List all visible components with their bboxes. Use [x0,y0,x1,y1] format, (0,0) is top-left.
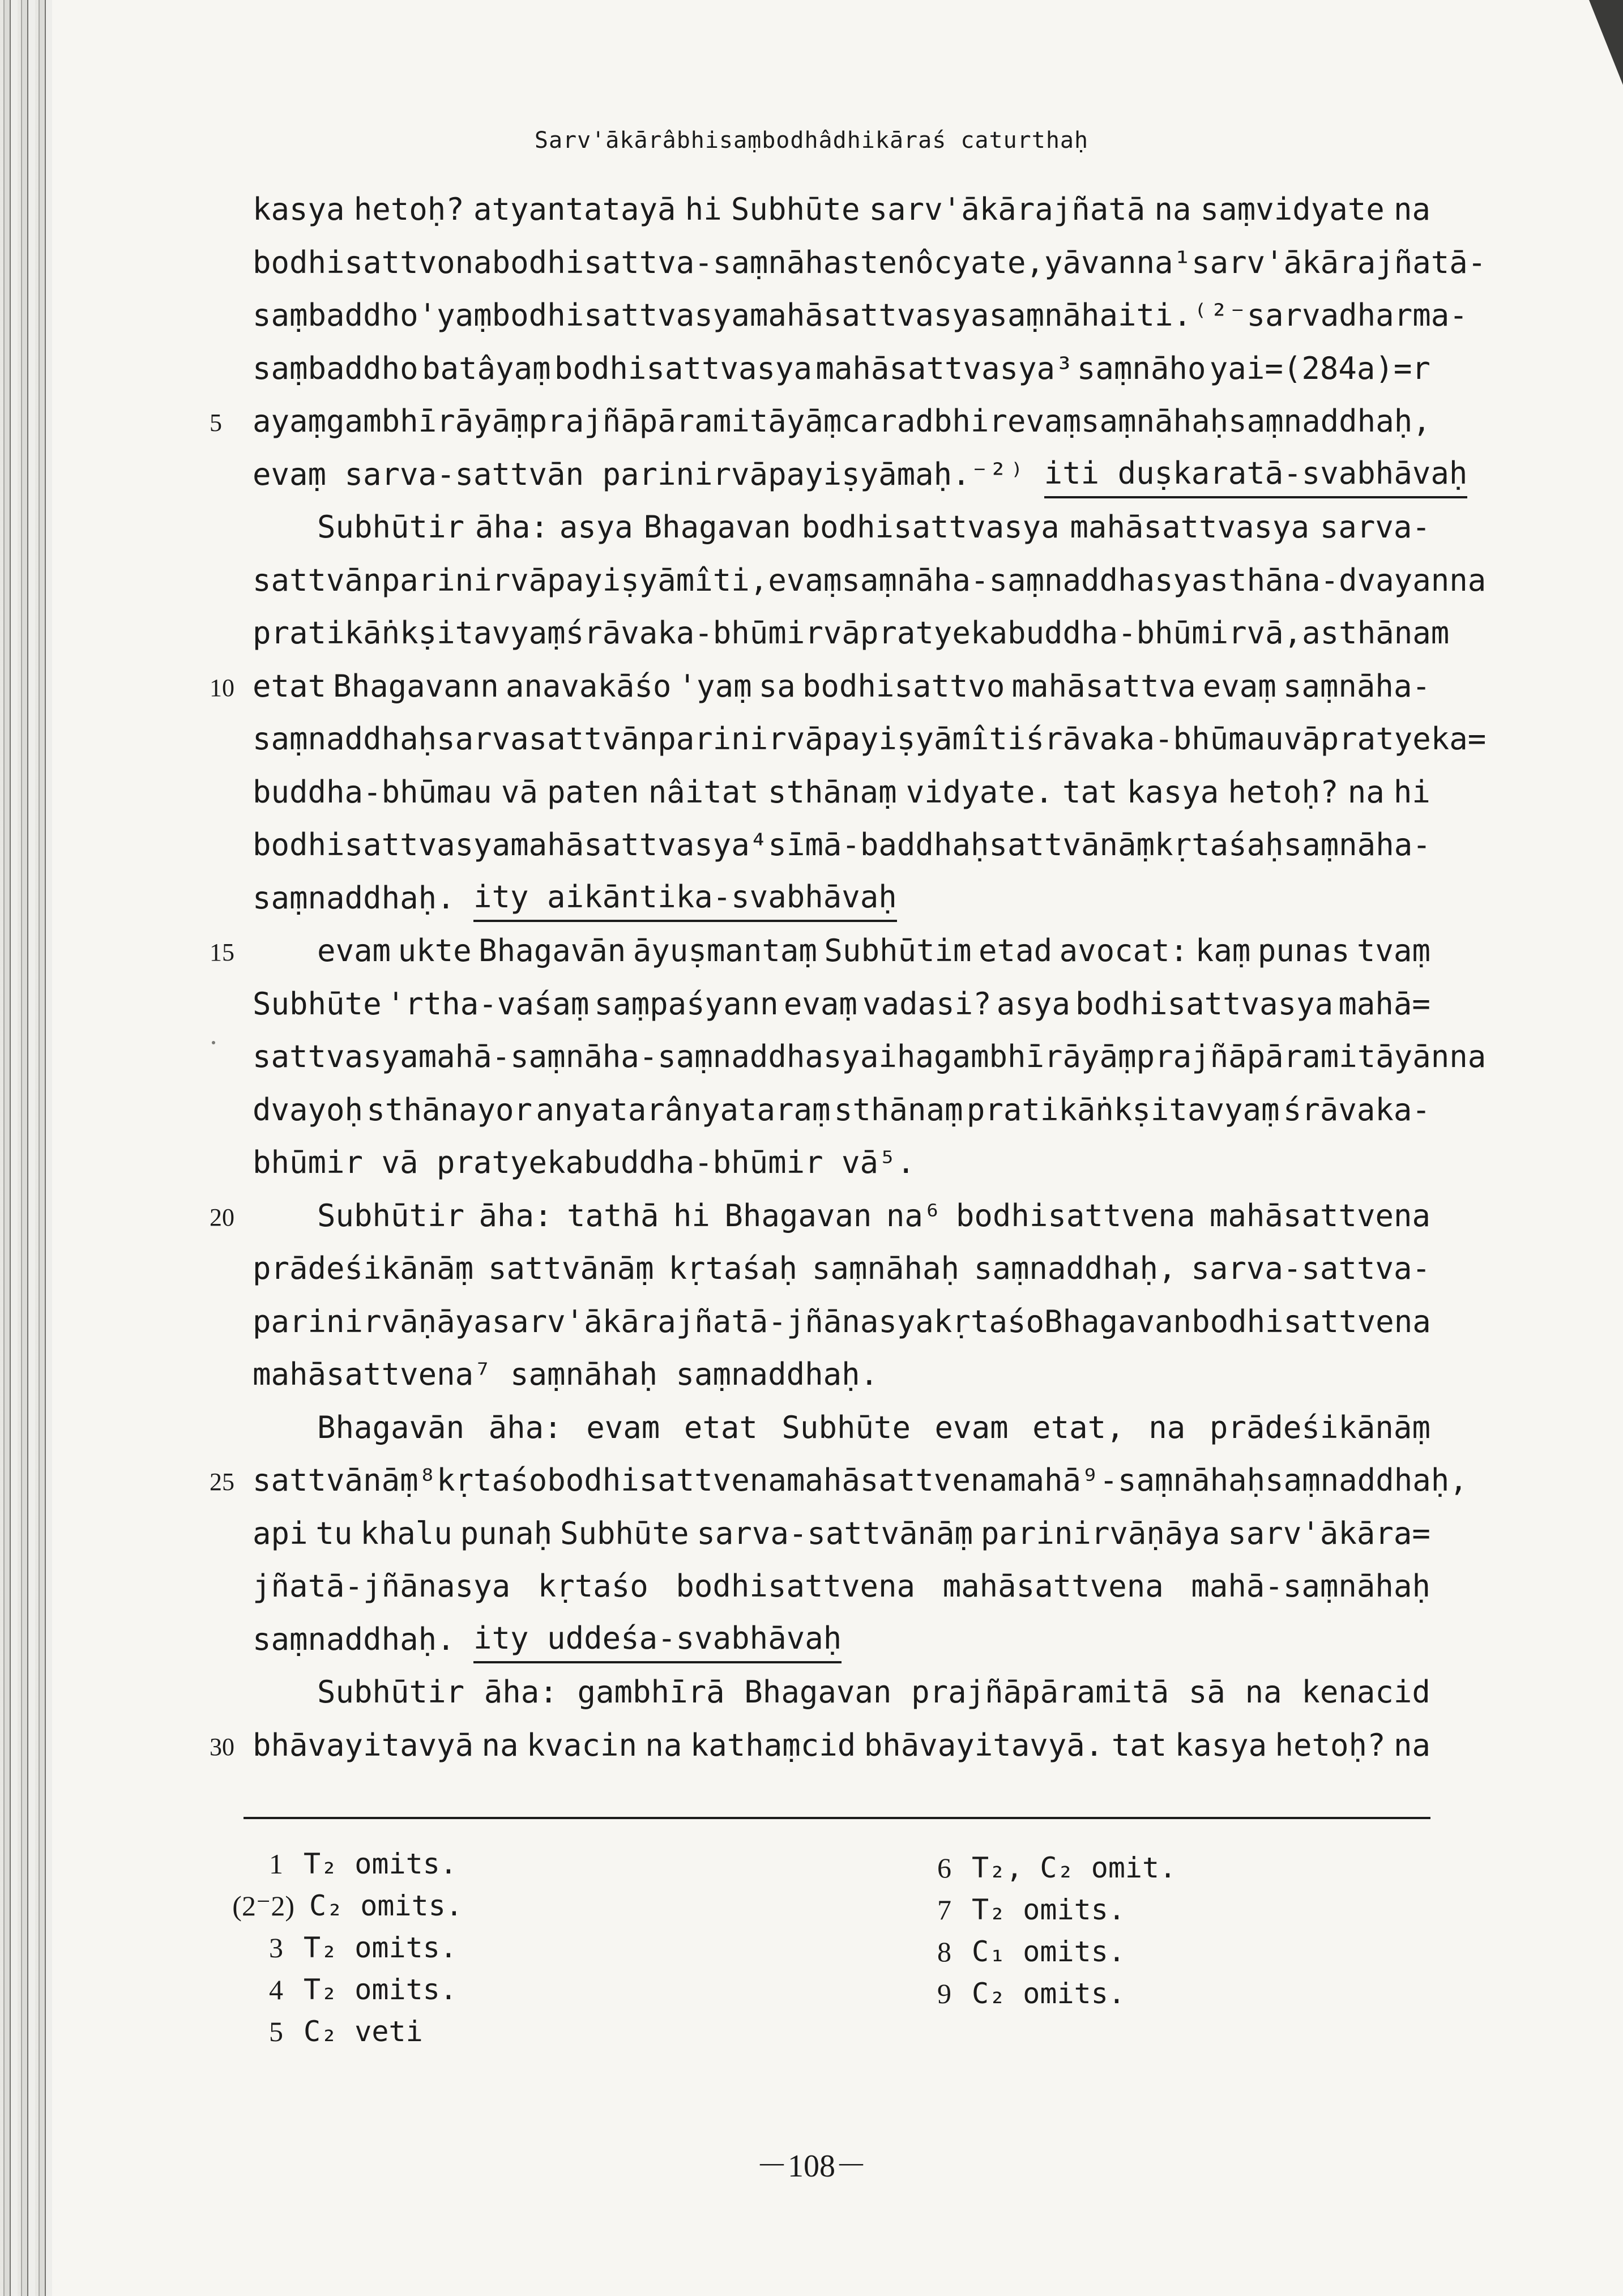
word: tvaṃ [1356,933,1430,968]
word: Subhūte [559,1516,689,1551]
word: mahāsattvasya [1070,509,1310,545]
word: Bhagavan [744,1674,892,1710]
word: saṃbaddho [253,297,418,333]
word: na¹ [1136,245,1192,280]
word: mahāsattvena [1209,1198,1430,1234]
word: hetoḥ? [1275,1727,1386,1763]
word: ukte [398,933,472,968]
word: nâitat [648,774,759,810]
word: kṛtaśo [537,1568,648,1604]
word: Bhagavān [479,933,626,968]
word: Subhūte [731,191,860,227]
word: tathā [566,1198,659,1234]
word: vā [1283,721,1321,757]
word: evam [317,933,391,968]
word: sthānayor [366,1092,533,1128]
word: ⁽²⁻sarvadharma- [1191,297,1468,333]
word: kṛtaśo [437,1462,548,1498]
word: mahā-saṃnāha-saṃnaddhasya [418,1039,879,1074]
footnote-number: 1 [269,1848,283,1880]
word: kasya [1126,774,1219,810]
word: na [1449,562,1487,598]
word: Subhūtim [824,933,972,968]
word: āha: [484,1674,558,1710]
word: sthānaṃ [834,1092,963,1128]
word: Subhūte [253,986,382,1022]
footnote-text: T₂ omits. [972,1893,1125,1926]
word: mahāsattvasya⁴ [510,827,768,863]
footnote [215,1885,463,1927]
word: Bhagavan [643,509,791,545]
word: sa [758,668,796,704]
word: tat [1111,1727,1167,1763]
section-heading: ity uddeśa-svabhāvaḥ [473,1616,842,1663]
word: kasya [253,191,345,227]
footnote-number: 6 [937,1852,951,1884]
word: 'yaṃ [678,668,752,704]
footnote-number: 9 [937,1978,951,2009]
text-line [317,927,1430,975]
word: saṃnaddhaḥ. [253,1621,455,1657]
word: sarv'ākārajñatā [869,191,1146,227]
word: Subhūtir [317,509,465,545]
word: hi [673,1198,710,1234]
word: kṛtaśo [933,1304,1044,1339]
word: sattvānāṃ [989,827,1155,863]
text-line [317,1192,1430,1240]
word: parinirvāṇāya [980,1516,1220,1551]
line-number: 25 [210,1468,234,1496]
footnote [215,2011,423,2052]
footnote [883,1847,1176,1889]
word: saṃnaddhaḥ. [676,1356,879,1392]
word: vā⁵. [842,1145,916,1180]
word: śrāvaka-bhūmau [1026,721,1284,757]
word: vā [501,774,538,810]
text-line [253,874,1430,922]
word: anavakāśo [505,668,672,704]
word: saṃnāha-saṃnaddhasya [842,562,1210,598]
word: na [645,1727,682,1763]
word: pratikāṅkṣitavyaṃ [966,1092,1280,1128]
word: gambhīrā [577,1674,725,1710]
word: tat [1062,774,1118,810]
word: kṛtaśaḥ [1155,827,1284,863]
word: sattvānāṃ [488,1251,654,1286]
line-number: 15 [210,938,234,966]
line-number: 30 [210,1733,234,1761]
footnote-text: T₂ omits. [304,1973,457,2006]
text-line [253,1616,1430,1663]
word: saṃnaddhaḥ [253,721,437,757]
word: āha: [488,1410,562,1445]
word: sīmā-baddhaḥ [768,827,989,863]
text-line [253,292,1468,339]
word: saṃnāhaḥ [812,1251,959,1286]
word: asya [559,509,633,545]
word: bhāvayitavyā. [864,1727,1104,1763]
scan-speck [212,1041,215,1044]
footnote-text: T₂ omits. [304,1847,457,1880]
word: hetoḥ? [1228,774,1339,810]
word: 'yaṃ [418,297,492,333]
word: evaṃ [1007,403,1082,439]
word: mahāsattvasya³ [815,351,1074,386]
word: Subhūtir [317,1198,465,1234]
text-line [253,398,1430,445]
word: bhāvayitavyā [253,1727,474,1763]
text-line [253,345,1430,392]
word: parinirvāpayiṣyāmîti, [381,562,768,598]
scan-corner-mark [1589,0,1623,85]
word: bhūmir [253,1145,364,1180]
footnote-number: 4 [269,1974,283,2005]
word: bodhisattvena [547,1462,787,1498]
text-line [253,186,1430,233]
word: asya [996,986,1070,1022]
word: hetoḥ? [353,191,464,227]
text-line [253,1563,1430,1610]
word: prajñāpāramitā [911,1674,1169,1710]
word: śrāvaka- [1283,1092,1430,1128]
text-line [253,715,1487,763]
word: etad [979,933,1053,968]
word: hi [685,191,722,227]
footnote-rule [244,1817,1430,1819]
word: sarv'ākārajñatā- [1191,245,1487,280]
word: sarv'ākāra= [1228,1516,1430,1551]
word: bodhisattva-saṃnāhas [492,245,860,280]
word: batâyaṃ [421,351,551,386]
word: sthāna-dvayan [1210,562,1450,598]
footnote [883,1973,1125,2015]
word: na [481,1727,519,1763]
section-heading: iti duṣkaratā-svabhāvaḥ [1044,451,1468,498]
word: bodhisattvasya [253,827,511,863]
word: mahāsattvena [942,1568,1164,1604]
footnote-number: 8 [937,1936,951,1968]
word: sattvān [253,562,382,598]
word: khalu [360,1516,452,1551]
text-line [317,503,1430,551]
word: vā [381,1145,418,1180]
word: parinirvāpayiṣyāmîti [657,721,1026,757]
word: vā [823,615,860,651]
word: sarv'ākārajñatā-jñānasya [492,1304,934,1339]
word: gambhīrāyāṃ [933,1039,1137,1074]
footnote [883,1889,1125,1931]
text-line [317,1404,1430,1452]
word: na [1393,1727,1430,1763]
word: kenacid [1301,1674,1430,1710]
running-header: Sarv'ākārâbhisaṃbodhâdhikāraś caturthaḥ [534,127,1089,153]
word: ayaṃ [253,403,327,439]
word: parinirvāpayiṣyāmaḥ.⁻²⁾ [602,456,1026,492]
word: parinirvāṇāya [253,1304,492,1339]
word: etat [684,1410,758,1445]
word: kathaṃcid [690,1727,856,1763]
word: saṃpaśyann [594,986,779,1022]
text-line [253,980,1430,1028]
word: saṃnaddhaḥ, [973,1251,1177,1286]
footnote-text: T₂, C₂ omit. [972,1851,1177,1884]
word: śrāvaka-bhūmir [565,615,823,651]
footnote-text: C₂ veti [304,2015,423,2048]
word: iti. [1118,297,1192,333]
word: prādeśikānāṃ [1209,1410,1430,1445]
page-number: －108－ [756,2149,867,2184]
word: vidyate. [906,774,1053,810]
word: mahāsattvasya [749,297,989,333]
word: kvacin [526,1727,637,1763]
word: Subhūte [781,1410,911,1445]
word: saṃnāho [1077,351,1206,386]
word: āha: [479,1198,553,1234]
text-line [253,1298,1430,1346]
word: Bhagavan [1044,1304,1192,1339]
word: vā, [1246,615,1302,651]
word: sarva-sattvān [344,456,584,492]
word: saṃnāhaḥ [510,1356,658,1392]
word: bodhisattvasya [1075,986,1334,1022]
text-line [253,1351,1430,1398]
word: etat [253,668,327,704]
word: sattvasya [253,1039,418,1074]
footnote [215,1843,457,1885]
word: na [1148,1410,1186,1445]
word: saṃnaddhaḥ. [253,880,455,916]
word: saṃvidyate [1200,191,1385,227]
text-line [253,769,1430,816]
word: saṃbaddho [253,351,418,386]
word: pratyeka= [1320,721,1487,757]
word: kaṃ [1195,933,1251,968]
word: avocat: [1059,933,1189,968]
word: gambhīrāyāṃ [326,403,529,439]
word: saṃnāha- [1283,668,1430,704]
text-line [253,609,1450,657]
word: tenôcyate, [860,245,1044,280]
footnote-number: 5 [269,2016,283,2047]
word: atyantatayā [473,191,676,227]
word: āha: [475,509,549,545]
word: sattvānāṃ⁸ [253,1462,437,1498]
footnote-text: C₁ omits. [972,1935,1125,1968]
word: 'rtha-vaśaṃ [386,986,590,1022]
word: sarva- [1319,509,1430,545]
word: pratikāṅkṣitavyaṃ [253,615,566,651]
word: sarvasattvān [437,721,658,757]
word: bodhisattvasya [801,509,1060,545]
word: bodhisattvasya [554,351,813,386]
word: iha [878,1039,934,1074]
footnote-number: 3 [269,1932,283,1964]
footnote-number: 7 [937,1894,951,1926]
word: evaṃ [768,562,842,598]
line-number: 5 [210,409,222,437]
footnote [215,1927,457,1969]
word: mahā-saṃnāhaḥ [1191,1568,1430,1604]
word: bodhisattvena [1191,1304,1431,1339]
word: vadasi? [862,986,992,1022]
word: hi [1393,774,1430,810]
word: bodhisattvo [802,668,1005,704]
section-heading: ity aikāntika-svabhāvaḥ [473,874,897,922]
text-line [253,1457,1468,1504]
word: mahā= [1338,986,1430,1022]
word: bodhisattvena [955,1198,1195,1234]
word: pratyekabuddha-bhūmir [860,615,1247,651]
word: sthānaṃ [768,774,897,810]
word: saṃnaddhaḥ, [1228,403,1431,439]
word: Bhagavan [724,1198,872,1234]
word: saṃnāhaḥ [1081,403,1229,439]
word: na [1347,774,1385,810]
word: prajñāpāramitāyān [1136,1039,1450,1074]
word: evaṃ [783,986,857,1022]
word: Subhūtir [317,1674,465,1710]
word: asthānam [1302,615,1450,651]
word: saṃnāha- [1283,827,1431,863]
footnote-text: C₂ omits. [309,1889,463,1922]
word: pratyekabuddha-bhūmir [436,1145,823,1180]
word: tu [315,1516,353,1551]
text-line [253,1722,1430,1769]
text-line [253,1510,1430,1557]
line-number: 10 [210,674,234,702]
word: punaḥ [460,1516,553,1551]
text-line [253,663,1430,710]
word: punas [1257,933,1350,968]
word: anyatarânyataraṃ [536,1092,831,1128]
word: buddha-bhūmau [253,774,492,810]
word: yāvan [1044,245,1137,280]
word: Bhagavān [317,1410,465,1445]
word: āyuṣmantaṃ [633,933,817,968]
word: evaṃ [253,456,327,492]
word: evaṃ [1202,668,1276,704]
word: paten [547,774,639,810]
word: sarva-sattva- [1191,1251,1430,1286]
word: evam [586,1410,660,1445]
word: kṛtaśaḥ [668,1251,798,1286]
word: mahāsattva [1011,668,1196,704]
text-line [253,239,1487,287]
word: na [1449,1039,1487,1074]
word: na [1393,191,1430,227]
text-line [253,557,1487,604]
word: na⁶ [886,1198,942,1234]
text-line [253,1245,1430,1292]
word: kasya [1174,1727,1267,1763]
text-line [253,1033,1487,1081]
word: na [1154,191,1191,227]
footnote [883,1931,1125,1973]
word: bodhisattvena [676,1568,916,1604]
footnote-text: T₂ omits. [304,1931,457,1964]
word: na [1245,1674,1282,1710]
word: api [253,1516,308,1551]
word: mahāsattvena [786,1462,1007,1498]
text-line [253,1086,1430,1134]
footnote [215,1969,457,2011]
word: etat, [1032,1410,1125,1445]
word: mahā⁹-saṃnāhaḥ [1007,1462,1266,1498]
word: prādeśikānāṃ [253,1251,474,1286]
word: saṃnaddhaḥ, [1265,1462,1468,1498]
book-binding-edge [0,0,52,2296]
word: sarva-sattvānāṃ [697,1516,973,1551]
word: evam [934,1410,1009,1445]
word: dvayoḥ [253,1092,364,1128]
text-line [253,821,1430,869]
word: bodhisattvasya [492,297,750,333]
footnote-text: C₂ omits. [972,1977,1125,2010]
text-line [317,1668,1430,1716]
word: jñatā-jñānasya [253,1568,511,1604]
word: prajñāpāramitāyāṃ [528,403,842,439]
text-line [253,1139,1430,1187]
footnote-number: (2⁻2) [232,1890,294,1922]
text-line [253,451,1468,498]
word: na [455,245,492,280]
word: caradbhir [842,403,1007,439]
word: yai=(284a)=r [1209,351,1430,386]
word: Bhagavann [333,668,499,704]
word: mahāsattvena⁷ [253,1356,492,1392]
word: saṃnāha [989,297,1118,333]
word: sā [1188,1674,1225,1710]
word: bodhisattvo [253,245,455,280]
line-number: 20 [210,1204,234,1231]
